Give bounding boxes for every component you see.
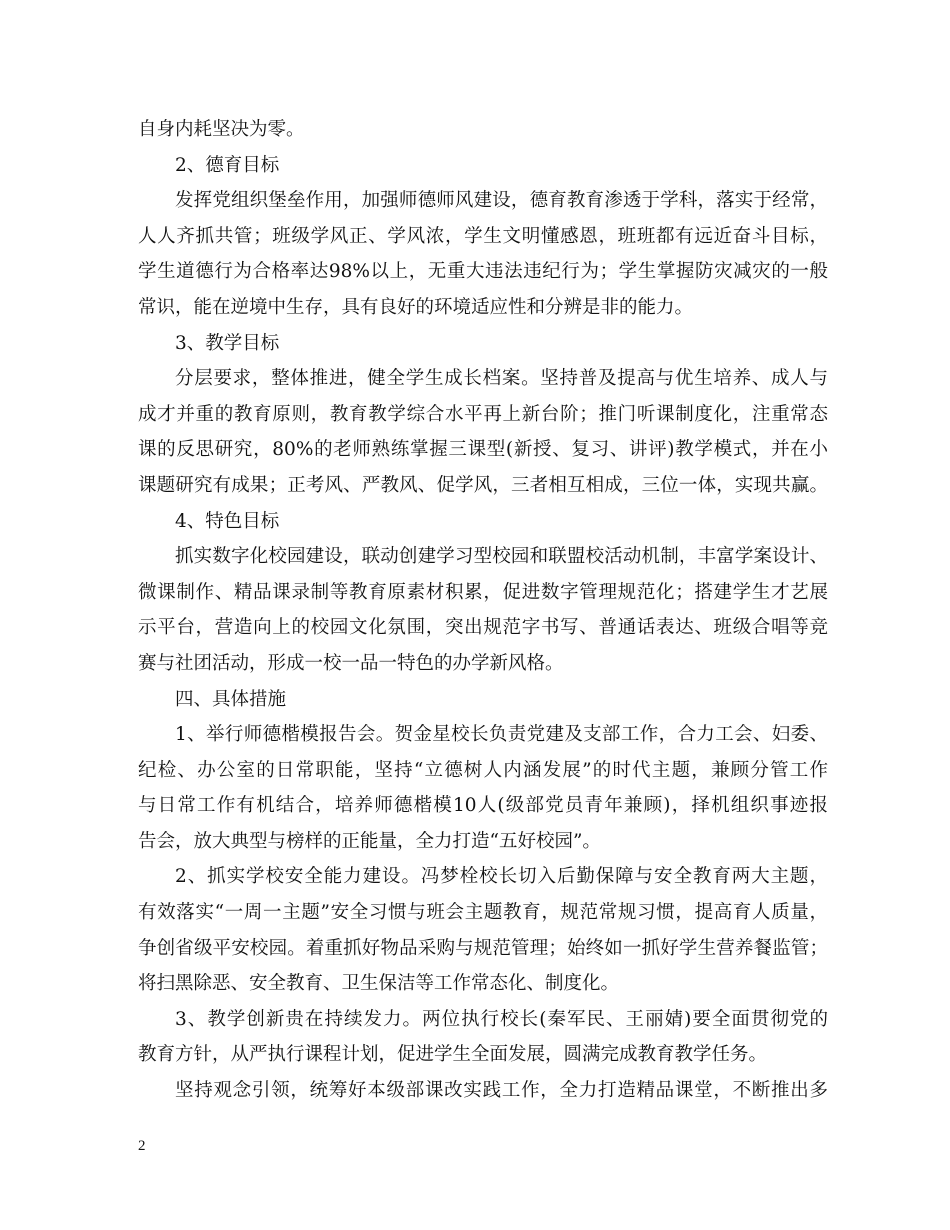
text-line: 常识，能在逆境中生存，具有良好的环境适应性和分辨是非的能力。 (138, 296, 694, 318)
document-body (138, 112, 828, 1109)
text-line: 四、具体措施 (175, 688, 287, 710)
text-line: 3、教学创新贵在持续发力。两位执行校长(秦军民、王丽婧)要全面贯彻党的 (175, 1008, 828, 1030)
text-line: 与日常工作有机结合，培养师德楷模10人(级部党员青年兼顾)，择机组织事迹报 (138, 795, 828, 817)
text-line: 告会，放大典型与榜样的正能量，全力打造“五好校园”。 (138, 830, 601, 852)
text-line: 有效落实“一周一主题”安全习惯与班会主题教育，规范常规习惯，提高育人质量， (138, 902, 828, 924)
text-line: 1、举行师德楷模报告会。贺金星校长负责党建及支部工作，合力工会、妇委、 (175, 724, 828, 746)
page-number: 2 (138, 1138, 146, 1154)
text-line: 抓实数字化校园建设，联动创建学习型校园和联盟校活动机制，丰富学案设计、 (175, 546, 828, 568)
text-line: 学生道德行为合格率达98%以上，无重大违法违纪行为；学生掌握防灾减灾的一般 (138, 261, 828, 283)
text-line: 2、德育目标 (175, 154, 280, 176)
text-line: 示平台，营造向上的校园文化氛围，突出规范字书写、普通话表达、班级合唱等竞 (138, 617, 828, 639)
text-line: 教育方针，从严执行课程计划，促进学生全面发展，圆满完成教育教学任务。 (138, 1044, 768, 1066)
text-line: 争创省级平安校园。着重抓好物品采购与规范管理；始终如一抓好学生营养餐监管； (138, 937, 828, 959)
text-line: 课题研究有成果；正考风、严教风、促学风，三者相互相成，三位一体，实现共赢。 (138, 474, 828, 496)
text-line: 分层要求，整体推进，健全学生成长档案。坚持普及提高与优生培养、成人与 (175, 368, 828, 390)
text-line: 微课制作、精品课录制等教育原素材积累，促进数字管理规范化；搭建学生才艺展 (138, 581, 828, 603)
text-line: 3、教学目标 (175, 332, 280, 354)
text-line: 2、抓实学校安全能力建设。冯梦栓校长切入后勤保障与安全教育两大主题， (175, 866, 828, 888)
text-line: 纪检、办公室的日常职能，坚持“立德树人内涵发展”的时代主题，兼顾分管工作 (138, 759, 828, 781)
text-line: 人人齐抓共管；班级学风正、学风浓，学生文明懂感恩，班班都有远近奋斗目标， (138, 225, 828, 247)
text-line: 自身内耗坚决为零。 (138, 119, 305, 140)
text-line: 发挥党组织堡垒作用，加强师德师风建设，德育教育渗透于学科，落实于经常， (175, 190, 828, 212)
text-line: 赛与社团活动，形成一校一品一特色的办学新风格。 (138, 652, 564, 674)
text-line: 成才并重的教育原则，教育教学综合水平再上新台阶；推门听课制度化，注重常态 (138, 403, 828, 425)
text-line: 坚持观念引领，统筹好本级部课改实践工作，全力打造精品课堂，不断推出多 (175, 1080, 828, 1102)
text-line: 课的反思研究，80%的老师熟练掌握三课型(新授、复习、讲评)教学模式，并在小 (138, 439, 828, 461)
text-line: 将扫黑除恶、安全教育、卫生保洁等工作常态化、制度化。 (138, 973, 620, 995)
text-line: 4、特色目标 (175, 510, 280, 532)
